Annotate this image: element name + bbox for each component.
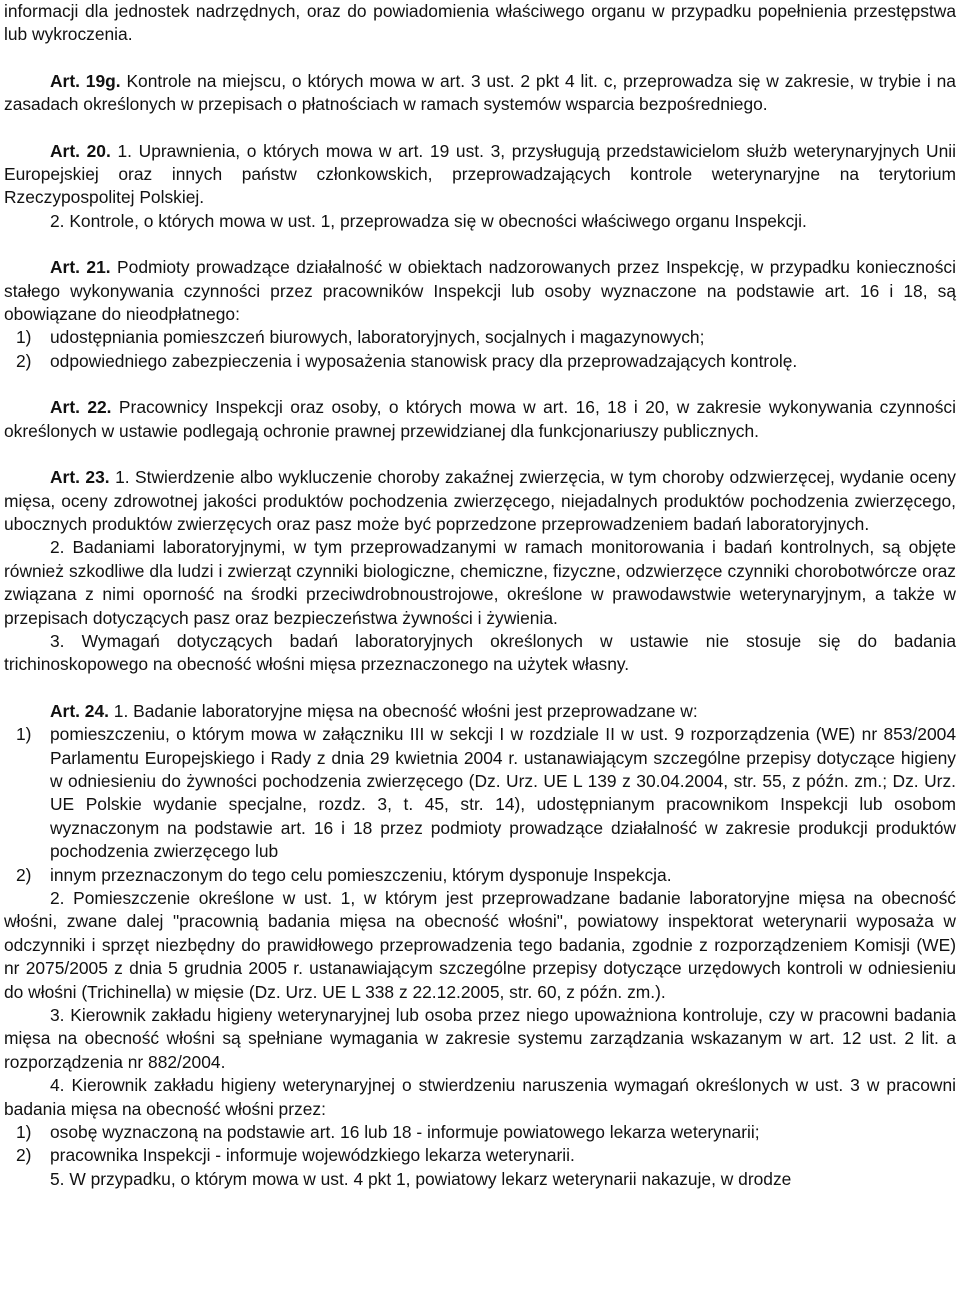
article-24-section-5: 5. W przypadku, o którym mowa w ust. 4 pkt 1, powiatowy lekarz weterynarii nakazuje, w drodze [50,1168,792,1189]
article-22 [4,396,956,443]
list-item [4,350,956,373]
article-text: Kontrole na miejscu, o których mowa w art. 3 ust. 2 pkt 4 lit. c, przeprowadza się w zakresie, w trybie i na zasadach określonych w przepisach o płatnościach w ramach systemów wsparcia bezpośredniego. [4,70,956,115]
list-item-number: 1) [16,724,32,745]
list-item-text: innym przeznaczonym do tego celu pomieszczeniu, którym dysponuje Inspekcja. [50,864,672,885]
list-item-text: udostępniania pomieszczeń biurowych, laboratoryjnych, socjalnych i magazynowych; [50,327,705,348]
article-text: 1. Stwierdzenie albo wykluczenie choroby zakaźnej zwierzęcia, w tym choroby odzwierzęcej, wydanie oceny mięsa, oceny zdrowotnej jakości produktów pochodzenia zwierzęcego, niejadalnych produktów pochodzenia zwierzęcego, ubocznych produktów zwierzęcych oraz pasz może być poprzedzone przeprowadzeniem badań laboratoryjnych. [4,467,956,534]
list-item-number: 1) [16,1122,32,1143]
article-label: Art. 24. [50,700,109,721]
article-24-section-3: 3. Kierownik zakładu higieny weterynaryjnej lub osoba przez niego upoważniona kontroluje, czy w pracowni badania mięsa na obecność włośni są spełniane wymagania w zakresie systemu zarządzania wskazanym w art. 12 ust. 2 lit. a rozporządzenia nr 882/2004. [4,1005,956,1072]
article-24-section-2: 2. Pomieszczenie określone w ust. 1, w którym jest przeprowadzane badanie laboratoryjne mięsa na obecność włośni, zwane dalej "pracownią badania mięsa na obecność włośni", powiatowy inspektorat weterynarii wyposaża w odczynniki i sprzęt niezbędny do prawidłowego przeprowadzenia tego badania, zgodnie z rozporządzeniem Komisji (WE) nr 2075/2005 z dnia 5 grudnia 2005 r. ustanawiającym szczególne przepisy dotyczące urzędowych kontroli w odniesieniu do włośni (Trichinella) w mięsie (Dz. Urz. UE L 338 z 22.12.2005, str. 60, z późn. zm.). [4,888,956,1002]
list-item-text: pracownika Inspekcji - informuje wojewódzkiego lekarza weterynarii. [50,1145,575,1166]
paragraph-continuation: informacji dla jednostek nadrzędnych, oraz do powiadomienia właściwego organu w przypadku popełnienia przestępstwa lub wykroczenia. [4,1,956,45]
article-19g [4,70,956,117]
article-label: Art. 20. [50,140,111,161]
list-item [4,1144,956,1167]
article-24-section-4: 4. Kierownik zakładu higieny weterynaryjnej o stwierdzeniu naruszenia wymagań określonych w ust. 3 w pracowni badania mięsa na obecność włośni przez: [4,1075,956,1119]
list-item [4,326,956,349]
list-item [4,864,956,887]
article-text: 1. Badanie laboratoryjne mięsa na obecność włośni jest przeprowadzane w: [108,700,698,721]
article-text: Podmioty prowadzące działalność w obiektach nadzorowanych przez Inspekcję, w przypadku konieczności stałego wykonywania czynności przez pracowników Inspekcji lub osoby wyznaczone na podstawie art. 16 i 18, są obowiązane do nieodpłatnego: [4,257,956,325]
list-item-number: 2) [16,864,32,885]
list-item-number: 2) [16,1145,32,1166]
article-label: Art. 19g. [50,70,121,91]
article-text: 1. Uprawnienia, o których mowa w art. 19 ust. 3, przysługują przedstawicielom służb weterynaryjnych Unii Europejskiej oraz innych państw członkowskich, przeprowadzających kontrole weterynaryjne na terytorium Rzeczypospolitej Polskiej. [4,140,956,208]
list-item-text: pomieszczeniu, o którym mowa w załączniku III w sekcji I w rozdziale II w ust. 9 rozporządzenia (WE) nr 853/2004 Parlamentu Europejskiego i Rady z dnia 29 kwietnia 2004 r. ustanawiającym szczególne przepisy dotyczące higieny w odniesieniu do żywności pochodzenia zwierzęcego (Dz. Urz. UE L 139 z 30.04.2004, str. 55, z późn. zm.; Dz. Urz. UE Polskie wydanie specjalne, rozdz. 3, t. 45, str. 14), udostępnianym pracownikom Inspekcji lub osobom wyznaczonym na podstawie art. 16 i 18 przez podmioty prowadzące działalność w zakresie produkcji produktów pochodzenia zwierzęcego lub [50,724,956,862]
article-24 [4,700,956,723]
list-item-text: osobę wyznaczoną na podstawie art. 16 lub 18 - informuje powiatowego lekarza weterynarii; [50,1122,760,1143]
article-23-section-3: 3. Wymagań dotyczących badań laboratoryjnych określonych w ustawie nie stosuje się do badania trichinoskopowego na obecność włośni mięsa przeznaczonego na użytek własny. [4,630,956,675]
article-23-section-2: 2. Badaniami laboratoryjnymi, w tym przeprowadzanymi w ramach monitorowania i badań kontrolnych, są objęte również szkodliwe dla ludzi i zwierząt czynniki biologiczne, chemiczne, fizyczne, odzwierzęce czynniki chorobotwórcze oraz związana z nimi oporność na środki przeciwdrobnoustrojowe, określone w prawodawstwie weterynaryjnym, a także w przepisach dotyczących pasz oraz bezpieczeństwa żywności i żywienia. [4,537,956,628]
list-item-number: 1) [16,327,32,348]
list-item-text: odpowiedniego zabezpieczenia i wyposażenia stanowisk pracy dla przeprowadzających kontrolę. [50,350,798,371]
article-21 [4,256,956,326]
article-label: Art. 22. [50,397,112,418]
article-text: Pracownicy Inspekcji oraz osoby, o których mowa w art. 16, 18 i 20, w zakresie wykonywania czynności określonych w ustawie podlegają ochronie prawnej przewidzianej dla funkcjonariuszy publicznych. [4,397,956,441]
article-label: Art. 23. [50,467,110,488]
article-label: Art. 21. [50,257,111,278]
list-item-number: 2) [16,350,32,371]
article-20 [4,140,956,210]
list-item [4,723,956,863]
article-20-section-2: 2. Kontrole, o których mowa w ust. 1, przeprowadza się w obecności właściwego organu Inspekcji. [50,210,807,231]
article-23 [4,466,956,536]
list-item [4,1121,956,1144]
